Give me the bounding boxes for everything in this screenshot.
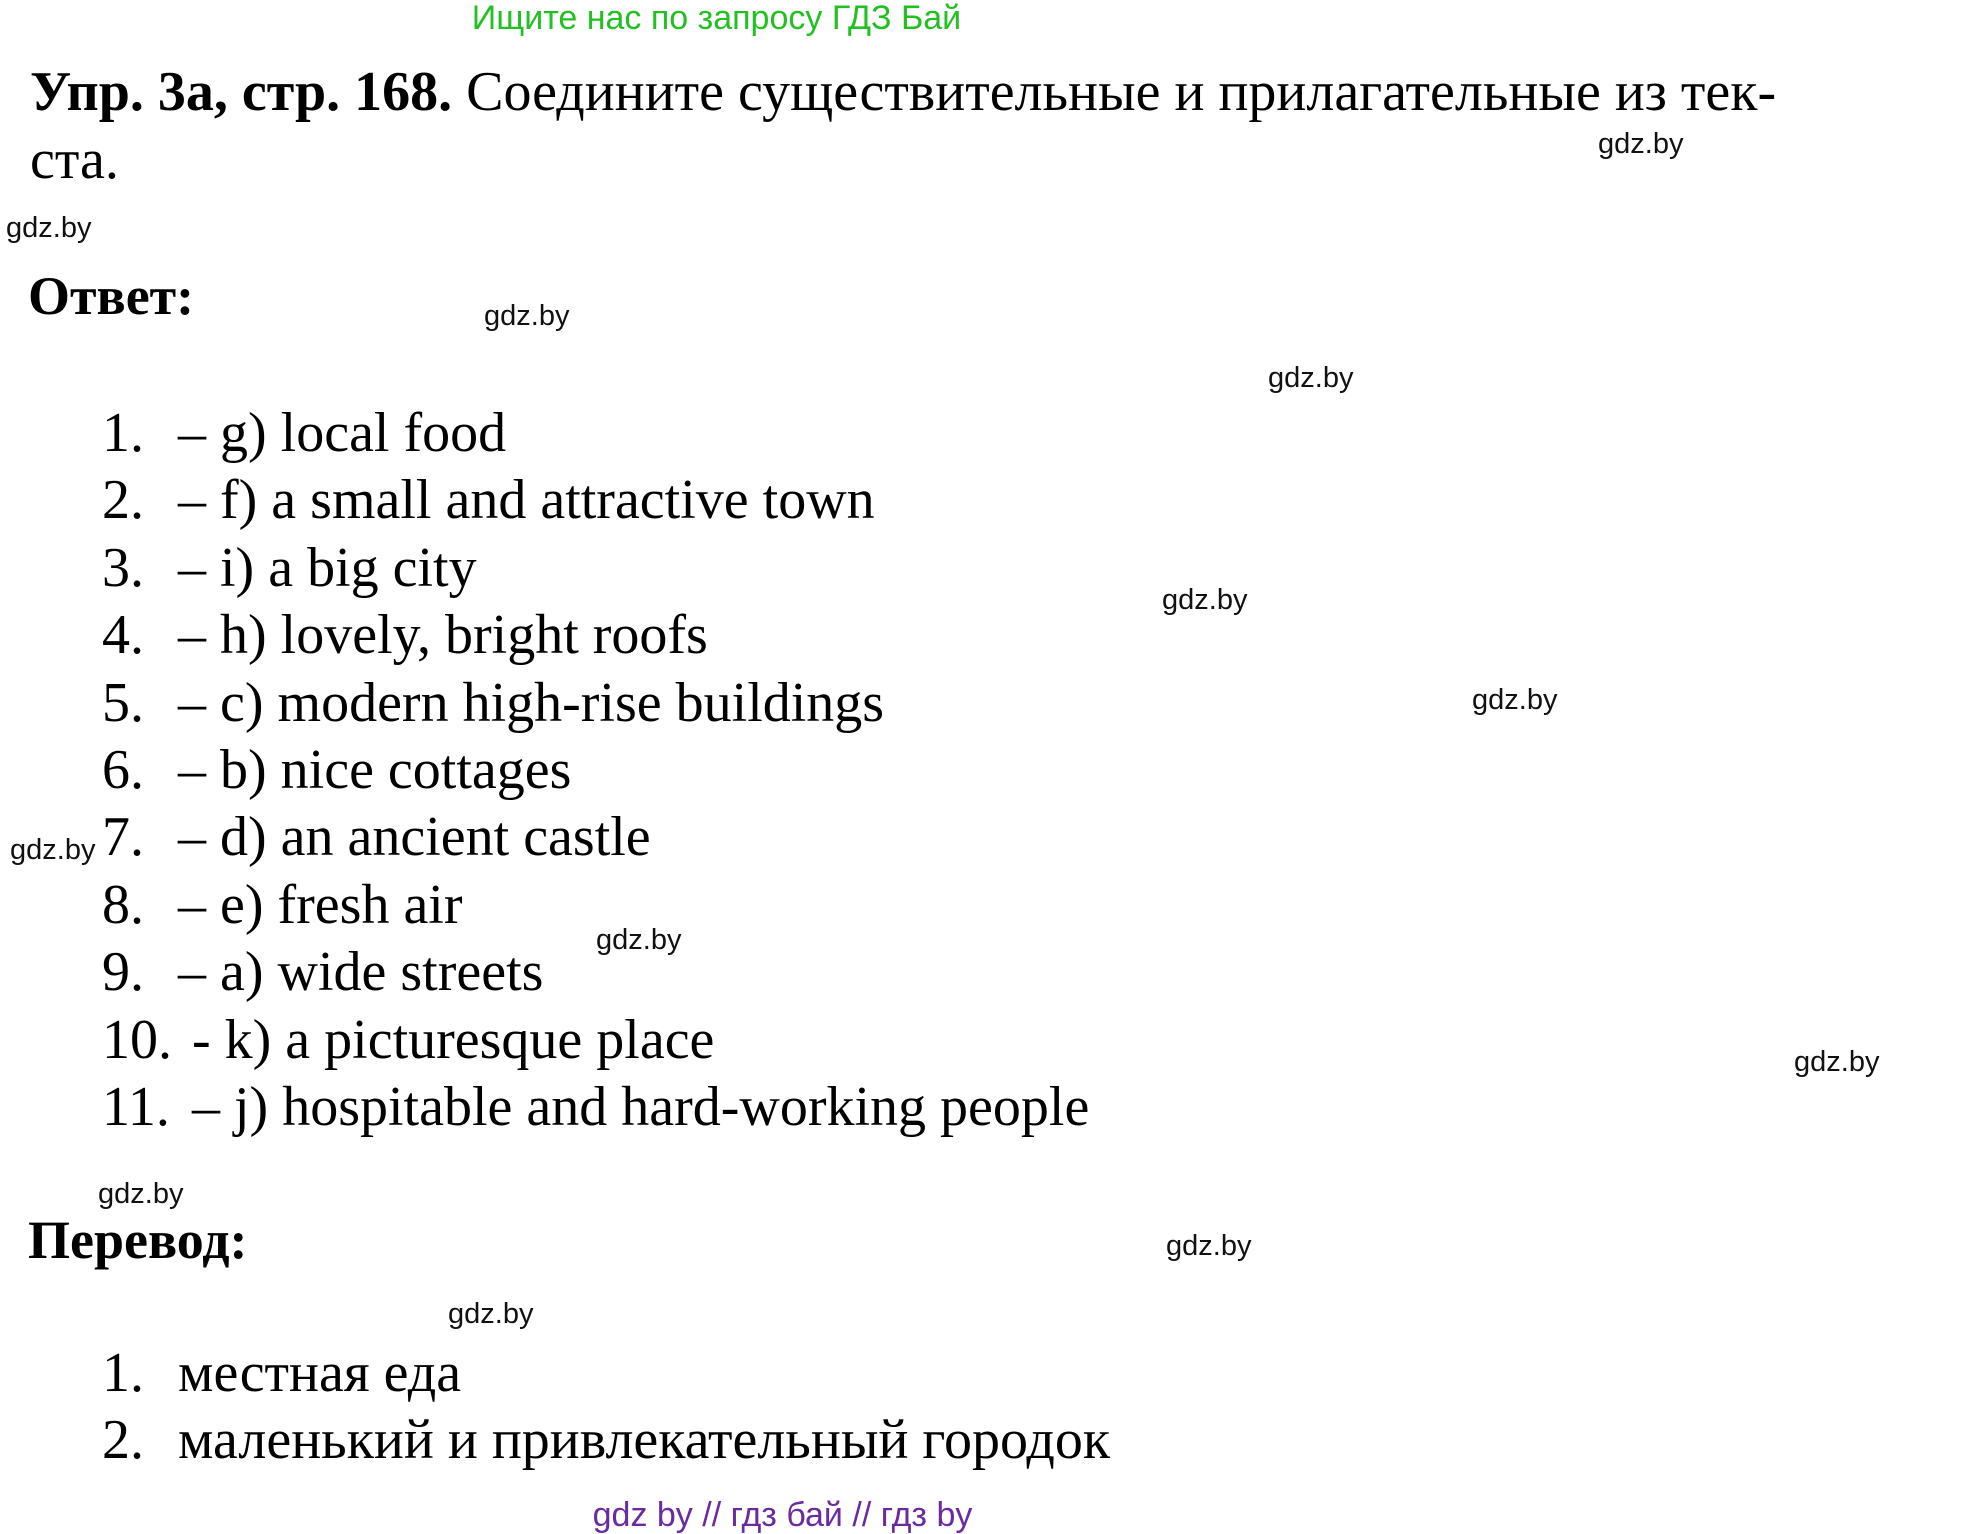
exercise-title-continuation xyxy=(30,128,119,192)
answer-number: 6. xyxy=(102,738,144,801)
answer-text: – f) a small and attractive town xyxy=(178,469,875,532)
answer-item xyxy=(102,670,1089,737)
answer-text: - k) a picturesque place xyxy=(192,1008,715,1071)
answer-number: 2. xyxy=(102,469,144,532)
watermark: gdz.by xyxy=(1794,1046,1880,1078)
answer-number: 3. xyxy=(102,536,144,599)
exercise-label: Упр. 3а, стр. 168. xyxy=(30,61,453,123)
answer-text: – h) lovely, bright roofs xyxy=(178,604,708,667)
watermark: gdz.by xyxy=(1598,128,1684,160)
top-banner xyxy=(0,0,1977,36)
translation-text: местная еда xyxy=(178,1342,462,1404)
translation-item xyxy=(102,1340,1110,1407)
translation-number: 2. xyxy=(102,1409,144,1471)
answer-number: 5. xyxy=(102,671,144,734)
watermark: gdz.by xyxy=(6,212,92,244)
top-banner-text: Ищите нас по запросу ГДЗ Бай xyxy=(471,0,962,37)
watermark: gdz.by xyxy=(596,924,682,956)
exercise-title xyxy=(30,60,1776,124)
answer-item xyxy=(102,1007,1089,1074)
answer-number: 4. xyxy=(102,604,144,667)
translation-item xyxy=(102,1407,1110,1474)
watermark: gdz.by xyxy=(10,834,96,866)
answer-item xyxy=(102,535,1089,602)
answer-heading: Ответ: xyxy=(28,266,195,326)
watermark: gdz.by xyxy=(484,300,570,332)
answer-text: – b) nice cottages xyxy=(178,738,572,801)
watermark: gdz.by xyxy=(1472,684,1558,716)
answer-text: – a) wide streets xyxy=(178,941,544,1004)
footer xyxy=(0,1496,1977,1534)
answers-list xyxy=(102,400,1089,1141)
answer-number: 10. xyxy=(102,1008,172,1071)
answer-number: 7. xyxy=(102,806,144,869)
answer-number: 11. xyxy=(102,1075,170,1138)
answer-item xyxy=(102,737,1089,804)
translation-list xyxy=(102,1340,1110,1474)
answer-text: – d) an ancient castle xyxy=(178,806,651,869)
answer-item xyxy=(102,467,1089,534)
translation-text: маленький и привлекательный городок xyxy=(178,1409,1111,1471)
answer-text: – j) hospitable and hard-working people xyxy=(192,1075,1090,1138)
answer-text: – i) a big city xyxy=(178,536,477,599)
watermark: gdz.by xyxy=(1162,584,1248,616)
answer-item xyxy=(102,400,1089,467)
watermark: gdz.by xyxy=(1268,362,1354,394)
translation-number: 1. xyxy=(102,1342,144,1404)
footer-text: gdz by // гдз бай // гдз by xyxy=(592,1496,973,1534)
answer-number: 1. xyxy=(102,402,144,464)
watermark: gdz.by xyxy=(448,1298,534,1330)
exercise-instruction-part2: ста. xyxy=(30,129,119,191)
exercise-instruction-part1: Соедините существительные и прилагательные из тек- xyxy=(466,61,1777,123)
answer-text: – e) fresh air xyxy=(178,873,463,936)
translation-heading: Перевод: xyxy=(28,1210,248,1270)
answer-text: – g) local food xyxy=(178,402,507,464)
answer-number: 9. xyxy=(102,941,144,1004)
answer-text: – c) modern high-rise buildings xyxy=(178,671,885,734)
watermark: gdz.by xyxy=(98,1178,184,1210)
answer-item xyxy=(102,602,1089,669)
watermark: gdz.by xyxy=(1166,1230,1252,1262)
answer-item xyxy=(102,804,1089,871)
answer-item xyxy=(102,1074,1089,1141)
answer-number: 8. xyxy=(102,873,144,936)
